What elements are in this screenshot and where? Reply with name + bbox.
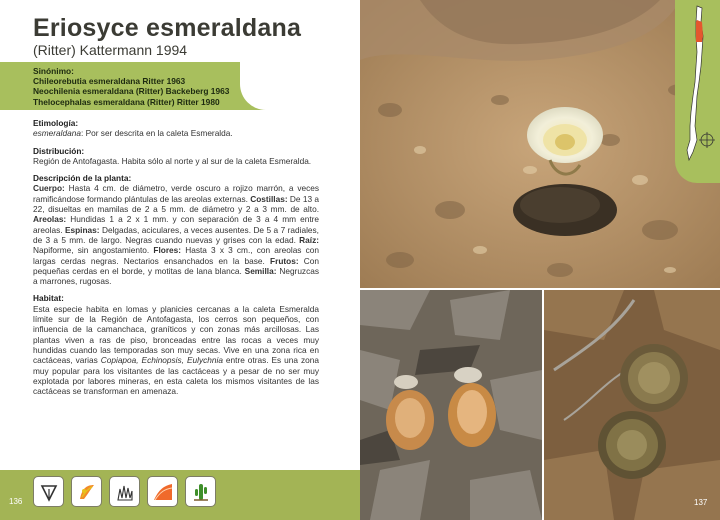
species-text	[33, 118, 319, 396]
fruit-photo	[360, 290, 542, 520]
desc-body: Hasta 3 x 3 cm., con areolas con largas cerdas negras. Nectarios ensanchados en la base.	[33, 245, 319, 266]
desc-label: Espinas:	[64, 224, 100, 235]
etymology-text	[33, 128, 319, 138]
habitat-heading: Habitat:	[33, 293, 64, 304]
habitat-body: Esta especie habita en lomas y planicies cercanas a la caleta Esmeralda límite sur de la Región de Antofagasta, los cerros son pequeños, con influencia de la camanchaca, graníticos y con zonas más arcillosas. Las plantas viven a ras de piso, bronceadas entre las rocas a veces muy hundidas cuando las temporadas son muy secas. Vive en una zona rica en cactáceas, varias	[33, 303, 319, 366]
desc-body: Negruzcas a marrones, rugosas.	[33, 265, 319, 287]
habitat-photo	[360, 0, 720, 288]
distribution-text: Región de Antofagasta. Habita sólo al norte y al sur de la caleta Esmeralda.	[33, 155, 312, 166]
cactus-icon	[185, 476, 216, 507]
synonym-line: Neochilenia esmeraldana (Ritter) Backeberg 1963	[33, 86, 230, 97]
description-heading: Descripción de la planta:	[33, 173, 132, 184]
habitat-genera: Copiapoa, Echinopsis, Eulychnia	[100, 355, 223, 366]
desc-body: Napiforme, sin angostamiento.	[33, 245, 154, 256]
page-number-left: 136	[9, 497, 23, 506]
etymology-body: : Por ser descrita en la caleta Esmeralda.	[80, 128, 233, 139]
trait-icons	[33, 476, 216, 507]
region-sidebar	[675, 0, 720, 183]
plants-photo	[544, 290, 720, 520]
hill-icon	[147, 476, 178, 507]
flower-icon	[71, 476, 102, 507]
etymology-term: esmeraldana	[33, 128, 81, 139]
desc-body: Hundidas 1 a 2 x 1 mm. y con separación de 3 a 4 mm entre areolas.	[33, 214, 319, 235]
spines-icon	[109, 476, 140, 507]
taproot-icon	[33, 476, 64, 507]
desc-label: Semilla:	[244, 265, 277, 276]
etymology-heading: Etimología:	[33, 118, 79, 128]
desc-body: De 13 a 22, disueltas en mamilas de 2 a 5 mm. de diámetro y 2 a 3 mm. de alto.	[33, 193, 319, 215]
desc-label: Areolas:	[33, 214, 67, 225]
synonym-line: Chileorebutia esmeraldana Ritter 1963	[33, 76, 186, 87]
desc-label: Flores:	[153, 245, 182, 256]
habitat-text	[33, 304, 319, 397]
page-number-right: 137	[694, 498, 708, 507]
desc-body: Con pequeñas cerdas en el borde, y motitas de lana blanca.	[33, 255, 319, 276]
desc-label: Raíz:	[299, 234, 319, 245]
synonym-heading: Sinónimo:	[33, 66, 74, 76]
desc-body: Delgadas, aciculares, a veces ausentes. De 5 a 7 radiales, de 3 a 5 mm. de largo. Negras cuando nuevas y grises con la edad.	[33, 224, 319, 245]
species-authority: (Ritter) Kattermann 1994	[33, 42, 188, 58]
synonym-line: Thelocephalas esmeraldana (Ritter) Ritter 1980	[33, 96, 220, 107]
description-text	[33, 183, 319, 286]
desc-label: Costillas:	[250, 193, 288, 204]
desc-body: Hasta 4 cm. de diámetro, verde oscuro a rojizo marrón, a veces ramificándose formando plántulas de las areolas externas.	[33, 183, 319, 204]
species-title: Eriosyce esmeraldana	[33, 14, 302, 42]
distribution-heading: Distribución:	[33, 145, 85, 156]
desc-label: Cuerpo:	[33, 183, 65, 194]
habitat-body: entre otras. Es una zona muy popular para los visitantes de las cactáceas y a pesar de no ser muy explotada por labores mineras, en esta caleta los mismos visitantes de las cactáceas se transforman en amenaza.	[33, 355, 319, 397]
desc-label: Frutos:	[270, 255, 299, 266]
synonym-text	[33, 66, 229, 107]
